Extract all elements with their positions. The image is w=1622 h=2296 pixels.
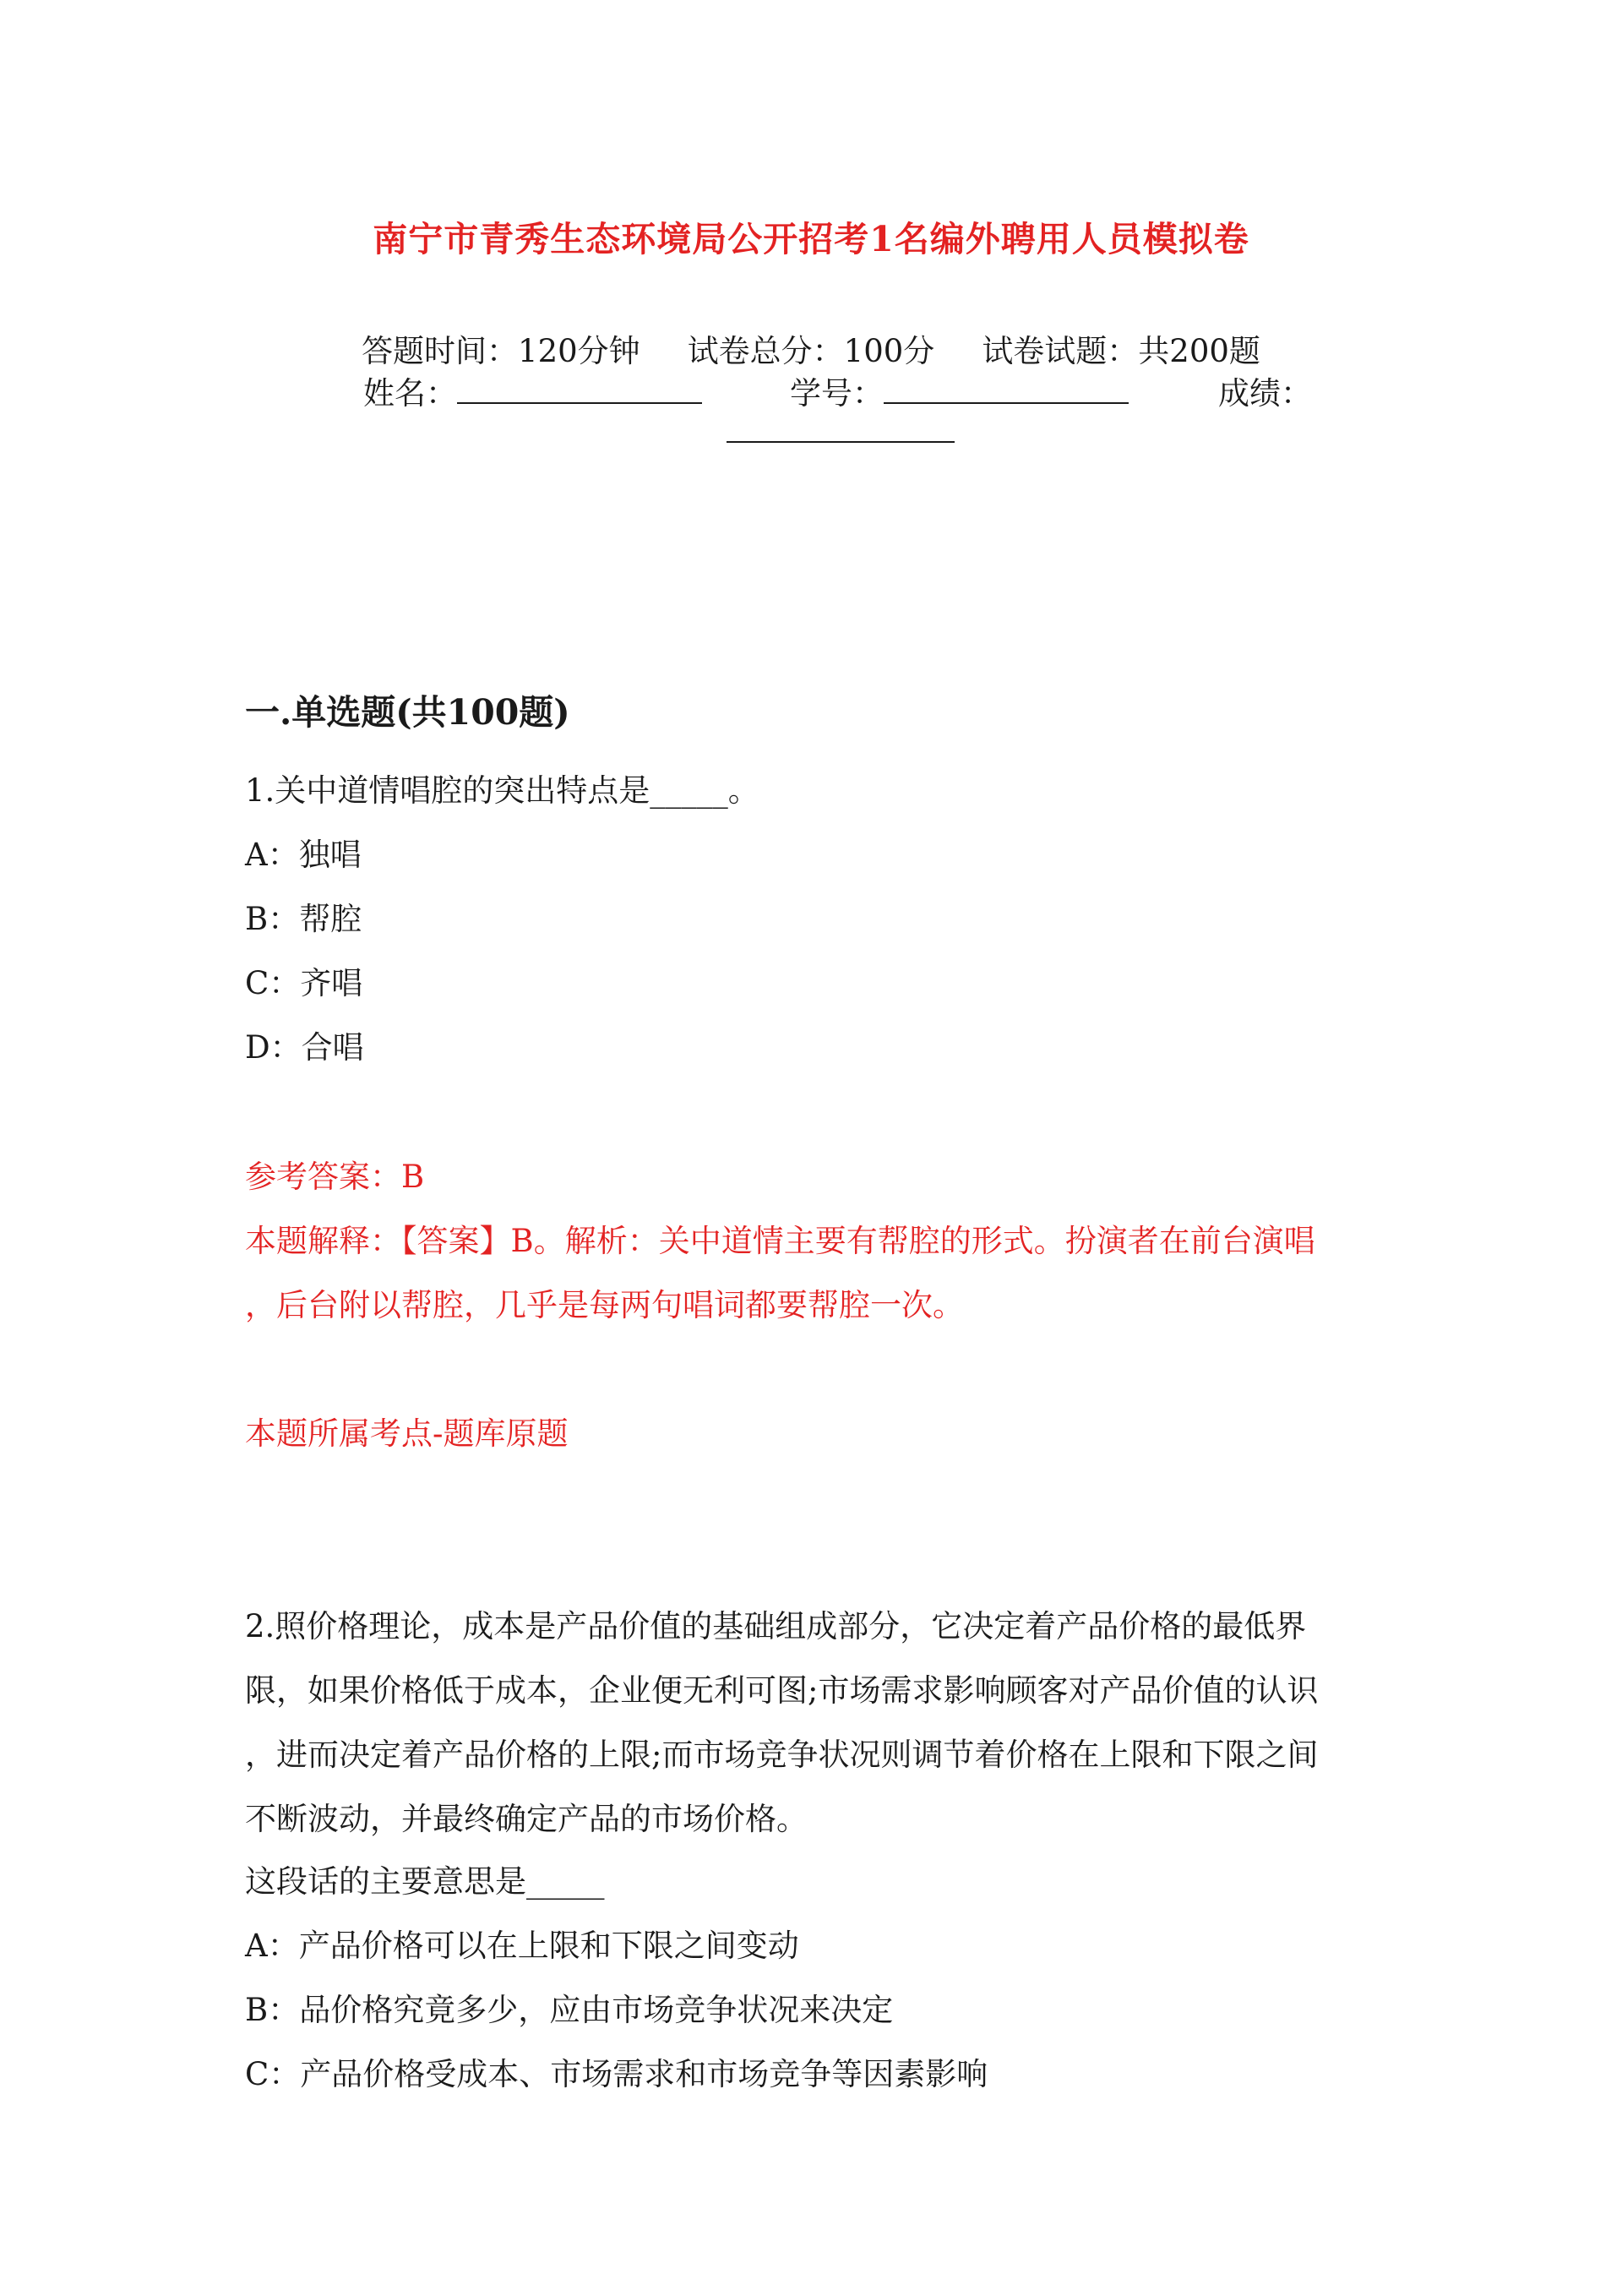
question-1-explanation-line-1: 本题解释：【答案】B。解析：关中道情主要有帮腔的形式。扮演者在前台演唱 [245,1223,1315,1259]
question-1-source: 本题所属考点-题库原题 [245,1415,569,1452]
question-1-answer: 参考答案：B [245,1159,425,1195]
question-2-stem-line-1: 2.照价格理论，成本是产品价值的基础组成部分，它决定着产品价格的最低界 [245,1608,1307,1644]
question-2-option-c: C：产品价格受成本、市场需求和市场竞争等因素影响 [245,2056,988,2092]
student-id-field [790,368,1129,413]
question-1-option-d: D：合唱 [245,1029,364,1066]
question-1-option-b: B：帮腔 [245,901,362,937]
section-heading: 一.单选题(共100题) [245,692,570,733]
score-label: 成绩： [1218,375,1312,412]
student-id-label: 学号： [790,375,884,412]
exam-question-count: 试卷试题：共200题 [982,333,1260,369]
question-2-option-b: B：品价格究竟多少，应由市场竞争状况来决定 [245,1992,894,2028]
question-2-stem-line-4: 不断波动，并最终确定产品的市场价格。 [245,1801,808,1837]
page-title: 南宁市青秀生态环境局公开招考1名编外聘用人员模拟卷 [373,219,1249,259]
question-2-stem-line-5: 这段话的主要意思是_____ [245,1863,605,1900]
exam-info-row [0,325,1622,371]
score-field [1218,368,1312,413]
exam-time: 答题时间：120分钟 [362,333,640,369]
exam-total-score: 试卷总分：100分 [687,333,935,369]
question-1-option-c: C：齐唱 [245,965,363,1001]
score-blank-row [727,414,955,450]
name-blank [457,377,702,404]
question-1-stem: 1.关中道情唱腔的突出特点是_____。 [245,772,759,809]
name-field [363,368,702,413]
question-1-explanation-line-2: ，后台附以帮腔，几乎是每两句唱词都要帮腔一次。 [245,1287,964,1323]
question-2-stem-line-2: 限，如果价格低于成本，企业便无利可图;市场需求影响顾客对产品价值的认识 [245,1672,1319,1709]
name-label: 姓名： [363,375,457,412]
question-2-stem-line-3: ，进而决定着产品价格的上限;而市场竞争状况则调节着价格在上限和下限之间 [245,1737,1319,1773]
score-blank [727,416,955,443]
question-2-option-a: A：产品价格可以在上限和下限之间变动 [245,1928,799,1964]
question-1-option-a: A：独唱 [245,837,362,873]
student-id-blank [884,377,1129,404]
